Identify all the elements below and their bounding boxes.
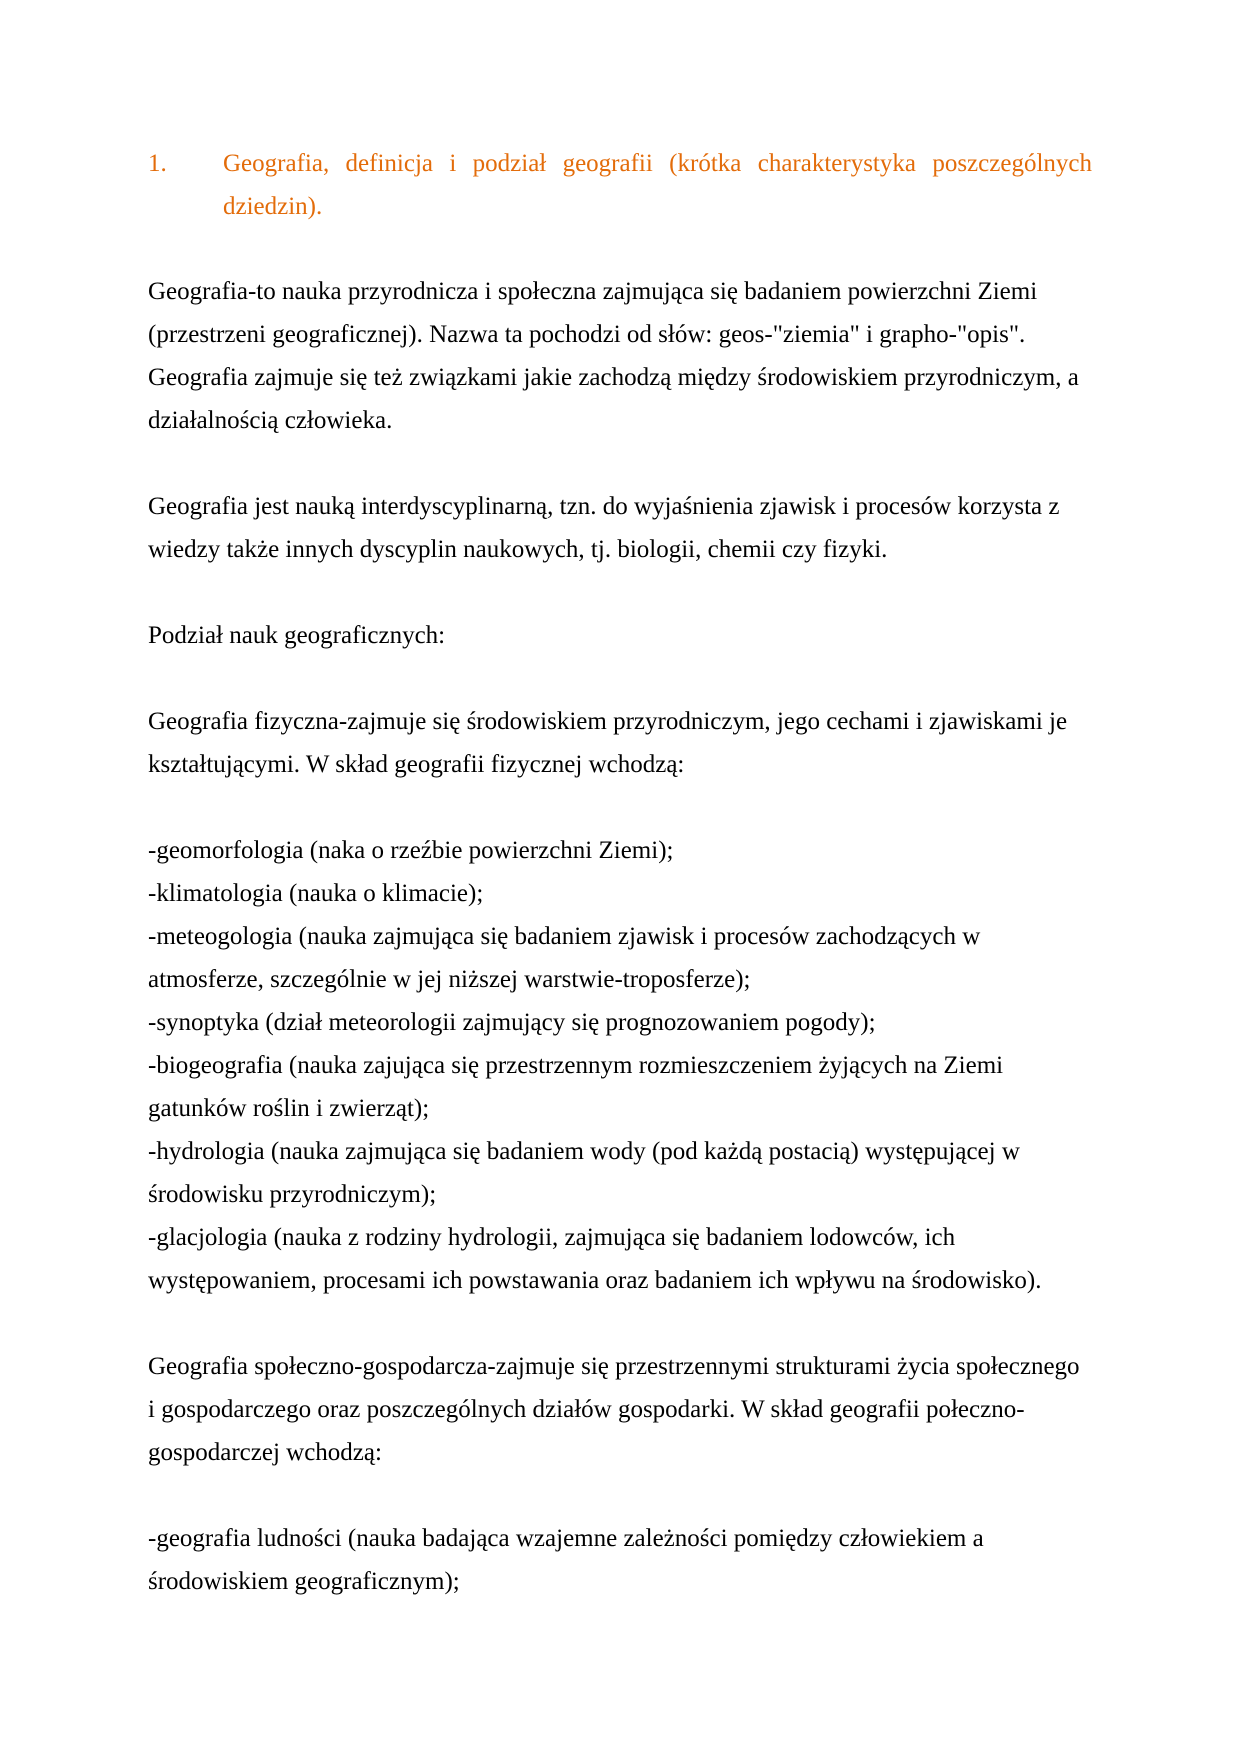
list-item: -geomorfologia (naka o rzeźbie powierzchni Ziemi); [148, 837, 674, 864]
socioeconomic-list [148, 1517, 1092, 1603]
paragraph-interdisciplinary: Geografia jest nauką interdyscyplinarną, tzn. do wyjaśnienia zjawisk i procesów korzysta z wiedzy także innych dyscyplin naukowych, tj. biologii, chemii czy fizyki. [148, 493, 1060, 563]
division-title: Podział nauk geograficznych: [148, 622, 446, 649]
paragraph-intro: Geografia-to nauka przyrodnicza i społeczna zajmująca się badaniem powierzchni Ziemi (przestrzeni geograficznej). Nazwa ta pochodzi od słów: geos-"ziemia" i grapho-"opis". Geografia zajmuje się też związkami jakie zachodzą między środowiskiem przyrodniczym, a działalnością człowieka. [148, 278, 1079, 434]
list-item: -synoptyka (dział meteorologii zajmujący się prognozowaniem pogody); [148, 1009, 876, 1036]
paragraph-socioeconomic: Geografia społeczno-gospodarcza-zajmuje się przestrzennymi strukturami życia społecznego i gospodarczego oraz poszczególnych działów gospodarki. W skład geografii połeczno-gospodarczej wchodzą: [148, 1353, 1080, 1466]
physical-list [148, 829, 1092, 1302]
list-item: -glacjologia (nauka z rodziny hydrologii, zajmująca się badaniem lodowców, ich występowaniem, procesami ich powstawania oraz badaniem ich wpływu na środowisko). [148, 1224, 1042, 1294]
document-body [148, 270, 1092, 1603]
heading-number: 1. [148, 150, 167, 177]
list-item: -meteogologia (nauka zajmująca się badaniem zjawisk i procesów zachodzących w atmosferze, szczególnie w jej niższej warstwie-troposferze); [148, 923, 981, 993]
section-heading [148, 142, 1092, 228]
heading-text: Geografia, definicja i podział geografii (krótka charakterystyka poszczególnych dziedzin). [223, 150, 1092, 220]
list-item: -hydrologia (nauka zajmująca się badaniem wody (pod każdą postacią) występującej w środowisku przyrodniczym); [148, 1138, 1020, 1208]
list-item: -biogeografia (nauka zajująca się przestrzennym rozmieszczeniem żyjących na Ziemi gatunków roślin i zwierząt); [148, 1052, 1004, 1122]
list-item: -klimatologia (nauka o klimacie); [148, 880, 484, 907]
list-item: -geografia ludności (nauka badająca wzajemne zależności pomiędzy człowiekiem a środowiskiem geograficznym); [148, 1525, 984, 1595]
paragraph-physical: Geografia fizyczna-zajmuje się środowiskiem przyrodniczym, jego cechami i zjawiskami je kształtującymi. W skład geografii fizycznej wchodzą: [148, 708, 1068, 778]
